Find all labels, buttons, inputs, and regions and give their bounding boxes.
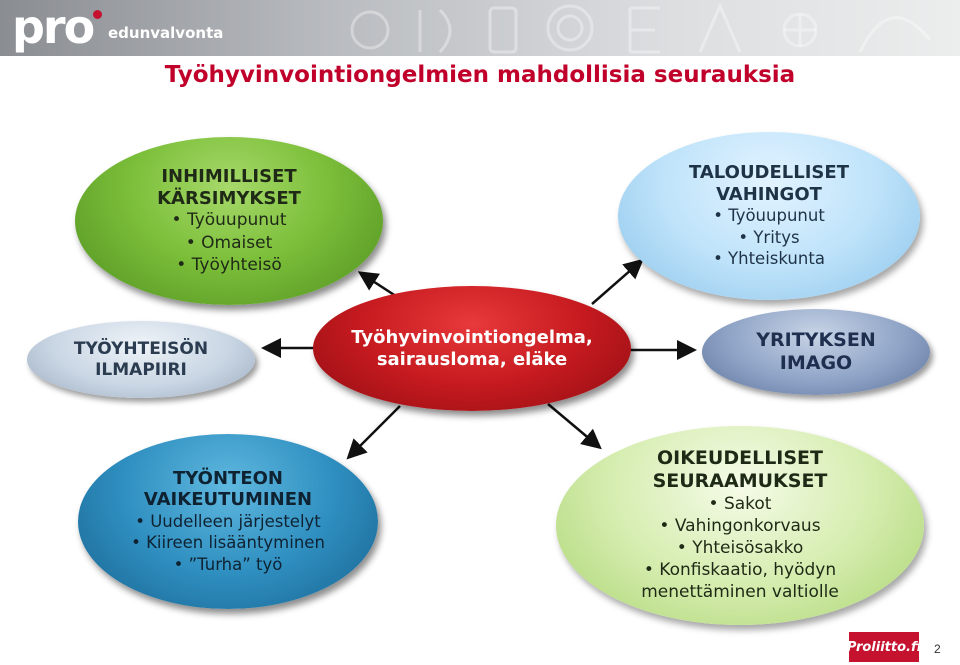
node-title-line: KÄRSIMYKSET	[157, 187, 301, 209]
node-title-line: ILMAPIIRI	[95, 359, 187, 380]
list-item: • Uudelleen järjestelyt	[135, 511, 321, 532]
node-title-line: TALOUDELLISET	[689, 162, 849, 184]
list-item: • ”Turha” työ	[174, 554, 283, 575]
node-title-line: VAHINGOT	[716, 183, 822, 205]
list-item: • Yritys	[738, 227, 799, 248]
list-item: • Kiireen lisääntyminen	[131, 532, 325, 553]
node-taloudelliset-vahingot	[618, 132, 920, 300]
arrow-to-bottom-left	[350, 406, 400, 456]
pro-logo: pro	[12, 0, 94, 54]
arrow-to-bottom-right	[548, 404, 598, 446]
node-tyoyhteison-ilmapiiri	[27, 321, 255, 398]
node-inhimilliset-karsimykset	[75, 137, 383, 305]
list-item: • Työuupunut	[713, 205, 825, 226]
node-yrityksen-imago	[702, 309, 930, 395]
list-item: • Yhteiskunta	[713, 248, 825, 269]
list-item: • Sakot	[709, 493, 772, 515]
list-item: • Vahingonkorvaus	[659, 515, 820, 537]
node-title-line: IMAGO	[779, 352, 853, 374]
list-item: • Työuupunut	[172, 209, 287, 231]
page-title: Työhyvinvointiongelmien mahdollisia seurauksia	[164, 62, 796, 88]
proliitto-logo: Proliitto.fi	[849, 632, 919, 662]
node-title-line: TYÖYHTEISÖN	[73, 339, 209, 360]
node-oikeudelliset-seuraamukset	[556, 426, 924, 625]
list-item: • Omaiset	[186, 232, 273, 254]
list-item: • Konfiskaatio, hyödyn menettäminen valtiolle	[625, 559, 855, 603]
node-title-line: OIKEUDELLISET	[656, 447, 823, 470]
node-title-line: VAIKEUTUMINEN	[143, 489, 313, 511]
center-title: Työhyvinvointiongelma, sairausloma, eläke	[351, 326, 593, 370]
logo-subtitle: edunvalvonta	[108, 24, 224, 42]
page-number: 2	[934, 642, 941, 656]
node-title-line: TYÖNTEON	[173, 467, 283, 489]
node-tyonteon-vaikeutuminen	[78, 434, 378, 609]
node-title-line: INHIMILLISET	[161, 166, 297, 188]
node-title-line: YRITYKSEN	[756, 329, 876, 352]
node-title-line: SEURAAMUKSET	[652, 470, 828, 493]
node-center-tyohyvinvointiongelma	[313, 286, 631, 411]
arrow-to-top-right	[592, 262, 640, 304]
list-item: • Työyhteisö	[176, 254, 282, 276]
list-item: • Yhteisösakko	[677, 537, 803, 559]
